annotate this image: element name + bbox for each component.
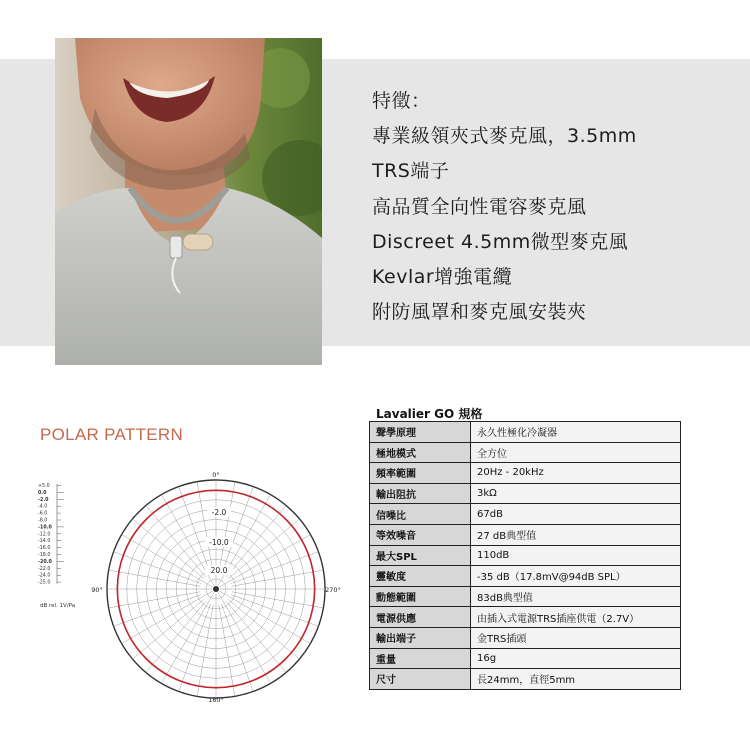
spec-value: 83dB典型值 xyxy=(471,586,681,607)
scale-tick-label: -12.0 xyxy=(38,532,51,538)
scale-tick-label: 0.0 xyxy=(38,490,47,496)
spec-value: 3kΩ xyxy=(471,483,681,504)
spec-value: 16g xyxy=(471,648,681,669)
angle-label-left: 90° xyxy=(91,586,103,594)
spec-value: 長24mm，直徑5mm xyxy=(471,669,681,690)
polar-pattern-title: POLAR PATTERN xyxy=(40,425,184,444)
spec-key: 極地模式 xyxy=(370,442,471,463)
feature-item: Kevlar增強電纜 xyxy=(372,266,513,289)
spec-key: 電源供應 xyxy=(370,607,471,628)
scale-tick-label: -24.0 xyxy=(38,573,51,579)
spec-value: 由插入式電源TRS插座供電（2.7V） xyxy=(471,607,681,628)
table-row xyxy=(370,524,681,545)
feature-item: 專業級領夾式麥克風，3.5mm xyxy=(372,125,637,148)
table-row xyxy=(370,607,681,628)
spec-key: 靈敏度 xyxy=(370,566,471,587)
spec-value: 67dB xyxy=(471,504,681,525)
table-row xyxy=(370,442,681,463)
spec-value: 全方位 xyxy=(471,442,681,463)
table-row xyxy=(370,566,681,587)
feature-list xyxy=(372,84,742,330)
scale-tick-label: -6.0 xyxy=(38,511,48,517)
table-row xyxy=(370,422,681,443)
ring-label: -10.0 xyxy=(209,538,229,547)
spec-value: -35 dB（17.8mV@94dB SPL） xyxy=(471,566,681,587)
scale-tick-label: -22.0 xyxy=(38,566,51,572)
man-wearing-lavalier-mic-image xyxy=(55,38,322,365)
angle-label-bottom: 180° xyxy=(208,696,224,704)
polar-scale xyxy=(38,483,64,586)
spec-value: 27 dB典型值 xyxy=(471,524,681,545)
table-row xyxy=(370,648,681,669)
table-row xyxy=(370,669,681,690)
table-row xyxy=(370,586,681,607)
scale-tick-label: -8.0 xyxy=(38,518,48,524)
spec-key: 尺寸 xyxy=(370,669,471,690)
polar-pattern-chart xyxy=(30,460,360,710)
angle-label-right: 270° xyxy=(325,586,341,594)
table-row xyxy=(370,483,681,504)
spec-value: 金TRS插頭 xyxy=(471,627,681,648)
spec-key: 等效噪音 xyxy=(370,524,471,545)
scale-tick-label: -14.0 xyxy=(38,539,51,545)
scale-tick-label: -18.0 xyxy=(38,553,51,558)
product-photo xyxy=(55,38,322,365)
polar-center-dot xyxy=(213,586,219,592)
scale-tick-label: +5.0 xyxy=(38,484,50,489)
scale-tick-label: -4.0 xyxy=(38,504,48,510)
feature-item: Discreet 4.5mm微型麥克風 xyxy=(372,230,629,253)
spec-key: 信噪比 xyxy=(370,504,471,525)
table-row xyxy=(370,627,681,648)
spec-value: 20Hz - 20kHz xyxy=(471,463,681,484)
ring-label: 20.0 xyxy=(210,566,228,575)
scale-tick-label: -16.0 xyxy=(38,546,51,552)
spec-key: 動態範圍 xyxy=(370,586,471,607)
spec-value: 永久性極化冷凝器 xyxy=(471,422,681,443)
spec-key: 最大SPL xyxy=(370,545,471,566)
angle-label-top: 0° xyxy=(212,471,220,479)
table-row xyxy=(370,504,681,525)
scale-tick-label: -25.0 xyxy=(38,580,51,586)
table-row xyxy=(370,545,681,566)
feature-item: TRS端子 xyxy=(372,160,450,183)
spec-key: 輸出端子 xyxy=(370,627,471,648)
table-row xyxy=(370,463,681,484)
spec-key: 重量 xyxy=(370,648,471,669)
spec-value: 110dB xyxy=(471,545,681,566)
spec-key: 頻率範圍 xyxy=(370,463,471,484)
scale-tick-label: -10.0 xyxy=(38,525,52,531)
spec-title: Lavalier GO 規格 xyxy=(376,407,483,421)
spec-table xyxy=(369,421,681,690)
scale-unit-label: dB rel. 1V/Pa xyxy=(40,603,76,609)
feature-item: 高品質全向性電容麥克風 xyxy=(372,195,587,218)
spec-key: 輸出阻抗 xyxy=(370,483,471,504)
feature-item: 附防風罩和麥克風安裝夾 xyxy=(372,301,587,324)
scale-tick-label: -2.0 xyxy=(38,497,49,503)
spec-key: 聲學原理 xyxy=(370,422,471,443)
ring-label: -2.0 xyxy=(211,508,227,517)
scale-tick-label: -20.0 xyxy=(38,559,52,565)
feature-heading: 特徵： xyxy=(372,90,431,112)
